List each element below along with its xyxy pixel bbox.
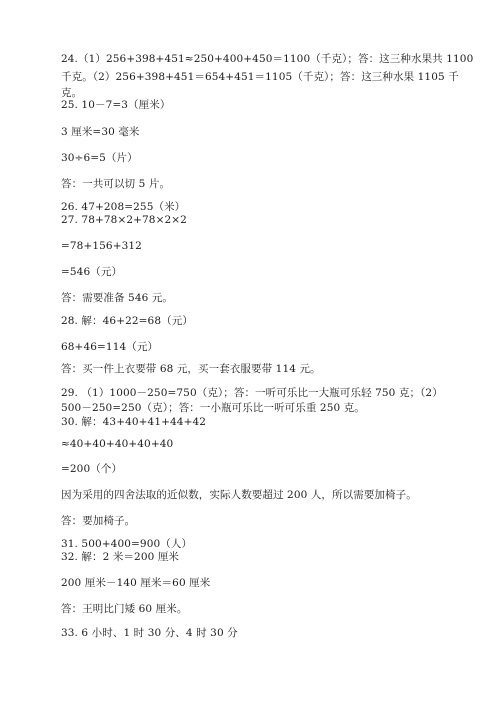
answer-31: 31. 500+400=900（人） [61, 538, 193, 550]
answer-30-line-2: ≈40+40+40+40+40 [61, 438, 174, 450]
answer-28-reply: 答：买一件上衣要带 68 元，买一套衣服要带 114 元。 [61, 363, 321, 375]
answer-27-line-2: =78+156+312 [61, 240, 142, 252]
answer-25-line-2: 3 厘米=30 毫米 [61, 126, 140, 138]
answer-27-line-1: 27. 78+78×2+78×2×2 [61, 214, 187, 226]
answer-25-reply: 答：一共可以切 5 片。 [61, 178, 171, 190]
answer-28-line-2: 68+46=114（元） [61, 341, 159, 353]
answer-25-line-3: 30÷6=5（片） [61, 152, 138, 164]
answer-33: 33. 6 小时、1 时 30 分、4 时 30 分 [61, 627, 238, 639]
answer-27-reply: 答：需要准备 546 元。 [61, 292, 174, 304]
answer-30-line-3: =200（个） [61, 463, 123, 475]
answer-28-line-1: 28. 解：46+22=68（元） [61, 315, 193, 327]
answer-32-line-1: 32. 解：2 米＝200 厘米 [61, 551, 180, 563]
answer-26: 26. 47+208=255（米） [61, 201, 186, 213]
answer-30-line-1: 30. 解：43+40+41+44+42 [61, 416, 207, 428]
answer-32-reply: 答：王明比门矮 60 厘米。 [61, 603, 188, 615]
answer-27-line-3: =546（元） [61, 266, 123, 278]
answer-24-line-1: 24.（1）256+398+451≈250+400+450＝1100（千克）；答：这三种水果共 1100 [61, 53, 474, 65]
answer-32-line-2: 200 厘米－140 厘米＝60 厘米 [61, 577, 211, 589]
answer-29-line-1: 29. （1）1000－250=750（克）；答：一听可乐比一大瓶可乐轻 750 克；（2） [61, 387, 443, 399]
answer-24-line-3: 克。 [61, 87, 83, 99]
answer-25-line-1: 25. 10－7=3（厘米） [61, 99, 171, 111]
answer-30-line-4: 因为采用的四舍法取的近似数，实际人数要超过 200 人，所以需要加椅子。 [61, 489, 417, 501]
answer-24-line-2: 千克。（2）256+398+451＝654+451＝1105（千克）；答：这三种水果 1105 千 [61, 71, 459, 83]
answer-29-line-2: 500－250=250（克）；答：一小瓶可乐比一听可乐重 250 克。 [61, 402, 365, 414]
answer-30-reply: 答：要加椅子。 [61, 515, 136, 527]
